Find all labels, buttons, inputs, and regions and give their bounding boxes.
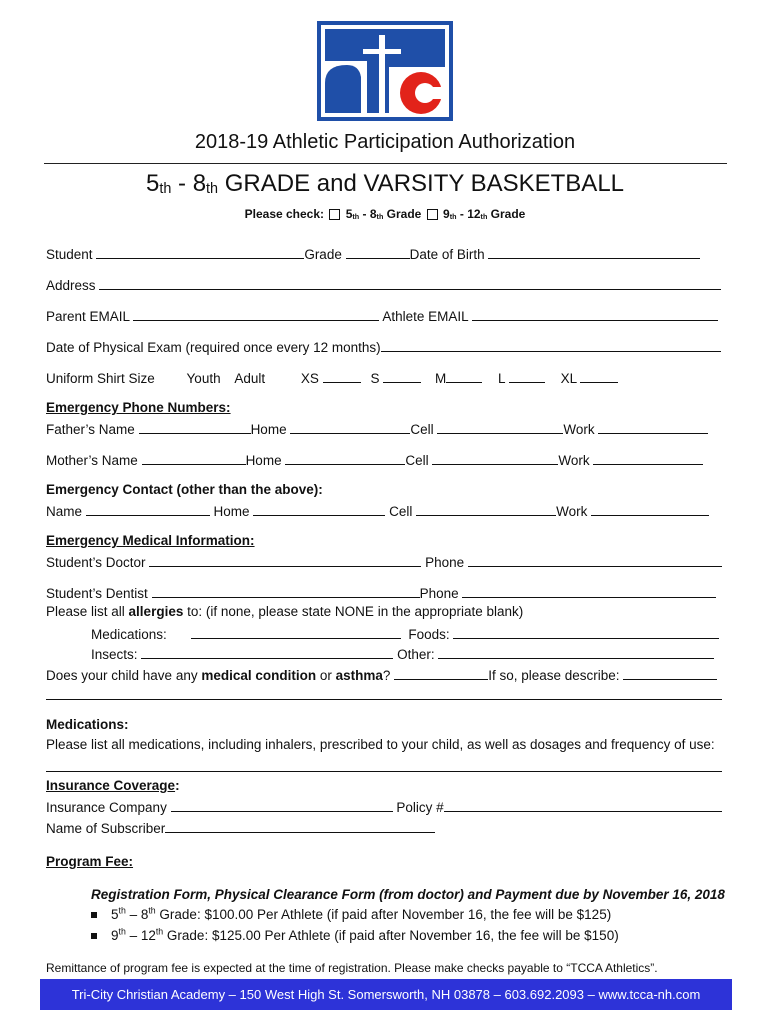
condition-describe-line[interactable] (46, 686, 722, 700)
condition-describe-field[interactable] (623, 666, 717, 680)
doctor-row: Student’s Doctor Phone (46, 553, 722, 570)
mother-row: Mother’s Name Home Cell Work (46, 451, 703, 468)
address-field[interactable] (99, 276, 721, 290)
form-title: 2018-19 Athletic Participation Authorization (194, 131, 576, 153)
form-subtitle: 5th - 8th GRADE and VARSITY BASKETBALL (145, 170, 625, 198)
dentist-field[interactable] (152, 584, 420, 598)
emergency-contact-heading: Emergency Contact (other than the above): (46, 482, 323, 497)
school-logo (317, 21, 453, 121)
address-row: Address (46, 276, 721, 293)
medications-line[interactable] (46, 758, 722, 772)
emergency-heading: Emergency Phone Numbers: (46, 400, 231, 415)
due-date-note: Registration Form, Physical Clearance Form (from doctor) and Payment due by November 16, 2018 (91, 887, 725, 902)
policy-number-field[interactable] (444, 798, 722, 812)
medical-heading: Emergency Medical Information: (46, 533, 255, 548)
fee-bullet-9-12: 9th – 12th Grade: $125.00 Per Athlete (if paid after November 16, the fee will be $150) (91, 928, 619, 943)
father-home-field[interactable] (290, 420, 410, 434)
subscriber-field[interactable] (165, 819, 435, 833)
mother-work-field[interactable] (593, 451, 703, 465)
condition-row: Does your child have any medical condition or asthma? If so, please describe: (46, 666, 717, 683)
dentist-phone-field[interactable] (462, 584, 716, 598)
checkbox-5-8[interactable] (329, 209, 340, 220)
medications-heading: Medications: (46, 717, 129, 732)
physical-date-field[interactable] (381, 338, 721, 352)
insects-other-row: Insects: Other: (91, 645, 714, 662)
allergy-other-field[interactable] (438, 645, 714, 659)
condition-field[interactable] (394, 666, 488, 680)
contact-work-field[interactable] (591, 502, 709, 516)
bullet-icon (91, 912, 97, 918)
doctor-field[interactable] (149, 553, 421, 567)
m-field[interactable] (446, 369, 482, 383)
dentist-row: Student’s Dentist Phone (46, 584, 716, 601)
student-field[interactable] (96, 245, 304, 259)
xl-field[interactable] (580, 369, 618, 383)
contact-cell-field[interactable] (416, 502, 556, 516)
insurance-heading: Insurance Coverage: (46, 778, 180, 793)
subscriber-row: Name of Subscriber (46, 819, 435, 836)
title-divider (44, 163, 727, 164)
father-row: Father’s Name Home Cell Work (46, 420, 708, 437)
bullet-icon (91, 933, 97, 939)
father-name-field[interactable] (139, 420, 251, 434)
email-row: Parent EMAIL Athlete EMAIL (46, 307, 718, 324)
fee-bullet-5-8: 5th – 8th Grade: $100.00 Per Athlete (if paid after November 16, the fee will be $125) (91, 907, 611, 922)
allergy-medications-field[interactable] (191, 625, 401, 639)
youth-option[interactable]: Youth (186, 371, 221, 386)
contact-name-field[interactable] (86, 502, 210, 516)
contact-row: Name Home Cell Work (46, 502, 709, 519)
doctor-phone-field[interactable] (468, 553, 722, 567)
grade-check-row: Please check: 5th - 8th Grade 9th - 12th Grade (244, 207, 526, 222)
program-fee-heading: Program Fee: (46, 854, 134, 869)
l-field[interactable] (509, 369, 545, 383)
allergies-instructions: Please list all allergies to: (if none, please state NONE in the appropriate blank) (46, 604, 524, 619)
remittance-note: Remittance of program fee is expected at the time of registration. Please make checks payable to “TCCA Athletics”. (46, 961, 658, 975)
mother-cell-field[interactable] (432, 451, 558, 465)
checkbox-9-12[interactable] (427, 209, 438, 220)
insurance-row: Insurance Company Policy # (46, 798, 722, 815)
parent-email-field[interactable] (133, 307, 379, 321)
insurance-company-field[interactable] (171, 798, 393, 812)
father-cell-field[interactable] (437, 420, 563, 434)
uniform-row: Uniform Shirt Size Youth Adult XS S M L XL (46, 369, 618, 386)
physical-row: Date of Physical Exam (required once every 12 months) (46, 338, 721, 355)
meds-foods-row: Medications: Foods: (91, 625, 719, 642)
contact-home-field[interactable] (253, 502, 385, 516)
dob-field[interactable] (488, 245, 700, 259)
s-field[interactable] (383, 369, 421, 383)
allergy-insects-field[interactable] (141, 645, 393, 659)
footer-bar: Tri-City Christian Academy – 150 West High St. Somersworth, NH 03878 – 603.692.2093 – www.tcca-nh.com (40, 979, 732, 1010)
athlete-email-field[interactable] (472, 307, 718, 321)
allergy-foods-field[interactable] (453, 625, 719, 639)
grade-field[interactable] (346, 245, 410, 259)
medications-instructions: Please list all medications, including inhalers, prescribed to your child, as well as dosages and frequency of use: (46, 737, 715, 752)
adult-option[interactable]: Adult (234, 371, 266, 386)
mother-home-field[interactable] (285, 451, 405, 465)
father-work-field[interactable] (598, 420, 708, 434)
student-row: Student Grade Date of Birth (46, 245, 700, 262)
mother-name-field[interactable] (142, 451, 246, 465)
xs-field[interactable] (323, 369, 361, 383)
